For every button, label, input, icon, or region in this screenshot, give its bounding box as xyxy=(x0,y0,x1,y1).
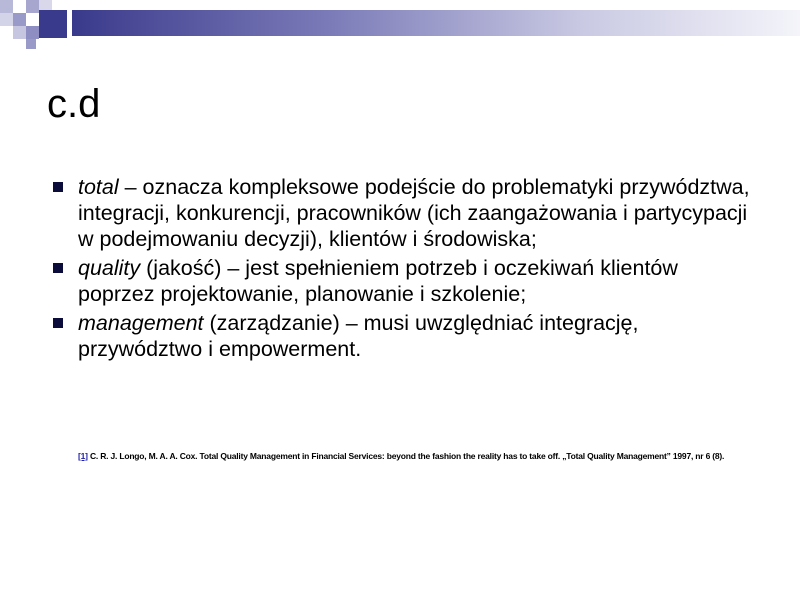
term-definition: (zarządzanie) – musi uwzględniać integrację, przywództwo i empowerment. xyxy=(78,311,639,361)
deco-divider xyxy=(67,10,70,36)
bullet-list xyxy=(50,174,750,365)
bullet-text xyxy=(78,310,750,362)
square-bullet-icon xyxy=(53,263,63,273)
header-decoration xyxy=(0,0,800,60)
deco-square xyxy=(13,0,26,13)
deco-square xyxy=(0,13,13,26)
header-gradient-bar xyxy=(72,10,800,36)
bullet-item-total xyxy=(50,174,750,252)
deco-square xyxy=(13,13,26,26)
footnote xyxy=(78,451,758,461)
bullet-text xyxy=(78,174,750,252)
term-label: total xyxy=(78,175,119,199)
footnote-ref-link[interactable]: [1] xyxy=(78,451,88,461)
term-label: management xyxy=(78,311,204,335)
square-bullet-icon xyxy=(53,318,63,328)
deco-square xyxy=(26,39,36,49)
deco-square xyxy=(13,26,26,39)
term-definition: – oznacza kompleksowe podejście do problematyki przywództwa, integracji, konkurencji, pracowników (ich zaangażowania i partycypacji w podejmowaniu decyzji), klientów i środowiska; xyxy=(78,175,750,251)
deco-square xyxy=(0,0,13,13)
footnote-text: C. R. J. Longo, M. A. A. Cox. Total Quality Management in Financial Services: beyond the fashion the reality has to take off. „Total Quality Management” 1997, nr 6 (8). xyxy=(87,451,725,461)
bullet-item-management xyxy=(50,310,750,362)
deco-square xyxy=(26,13,39,26)
slide-title: c.d xyxy=(47,82,101,126)
square-bullet-icon xyxy=(53,182,63,192)
deco-square xyxy=(39,10,67,38)
deco-square xyxy=(26,0,39,13)
bullet-text xyxy=(78,255,750,307)
term-label: quality xyxy=(78,256,141,280)
term-definition: (jakość) – jest spełnieniem potrzeb i oczekiwań klientów poprzez projektowanie, planowanie i szkolenie; xyxy=(78,256,678,306)
bullet-item-quality xyxy=(50,255,750,307)
deco-square xyxy=(26,26,39,39)
